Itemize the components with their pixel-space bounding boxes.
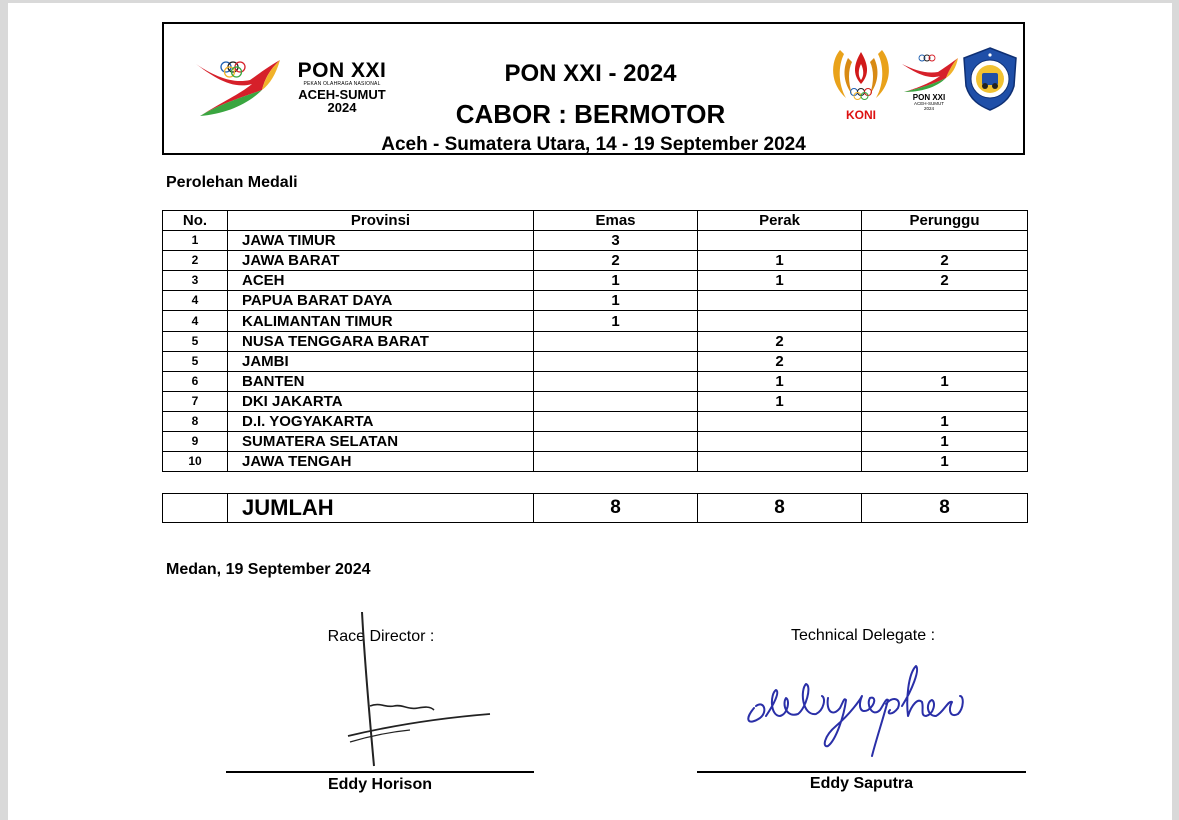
total-perak: 8 xyxy=(698,494,862,523)
cell-no: 1 xyxy=(163,231,228,251)
logo-pon2-year: 2024 xyxy=(923,105,934,111)
cell-emas xyxy=(534,452,698,472)
race-director-role: Race Director : xyxy=(327,628,435,645)
table-row xyxy=(163,231,1028,251)
cell-provinsi: JAWA BARAT xyxy=(228,251,534,271)
race-director-name: Eddy Horison xyxy=(327,776,432,793)
table-row xyxy=(163,291,1028,311)
total-label: JUMLAH xyxy=(228,494,534,523)
cell-emas xyxy=(534,391,698,411)
cell-perunggu: 1 xyxy=(862,432,1028,452)
cell-perunggu xyxy=(862,351,1028,371)
imi-logo xyxy=(960,46,1020,114)
cell-no: 3 xyxy=(163,271,228,291)
cell-no: 4 xyxy=(163,291,228,311)
cell-provinsi: BANTEN xyxy=(228,371,534,391)
cell-perak: 1 xyxy=(698,271,862,291)
race-director-signature-line xyxy=(226,771,534,773)
table-row xyxy=(163,331,1028,351)
cell-emas xyxy=(534,351,698,371)
cell-provinsi: DKI JAKARTA xyxy=(228,391,534,411)
pon-xxi-small-logo xyxy=(898,50,960,120)
cell-no: 9 xyxy=(163,432,228,452)
cell-perunggu xyxy=(862,331,1028,351)
total-empty-cell xyxy=(163,494,228,523)
cell-perunggu: 1 xyxy=(862,452,1028,472)
logo-pon-name: PON XXI xyxy=(297,59,387,82)
cell-emas: 1 xyxy=(534,291,698,311)
cell-provinsi: SUMATERA SELATAN xyxy=(228,432,534,452)
cell-emas: 1 xyxy=(534,311,698,331)
cell-provinsi: NUSA TENGGARA BARAT xyxy=(228,331,534,351)
cell-perunggu: 2 xyxy=(862,271,1028,291)
total-table xyxy=(162,493,1028,523)
cell-emas: 1 xyxy=(534,271,698,291)
cell-perunggu: 1 xyxy=(862,371,1028,391)
logo-pon2-region: ACEH-SUMUT xyxy=(914,101,944,106)
technical-delegate-name: Eddy Saputra xyxy=(809,775,914,792)
cell-perunggu xyxy=(862,391,1028,411)
cell-emas xyxy=(534,371,698,391)
cell-no: 4 xyxy=(163,311,228,331)
title-location-date: Aceh - Sumatera Utara, 14 - 19 September 2024 xyxy=(381,134,806,155)
table-row xyxy=(163,351,1028,371)
logo-pon-region: ACEH-SUMUT xyxy=(298,87,386,102)
document-header xyxy=(162,22,1025,155)
column-header-provinsi: Provinsi xyxy=(228,211,534,231)
cell-no: 7 xyxy=(163,391,228,411)
section-title: Perolehan Medali xyxy=(166,174,298,191)
cell-perunggu xyxy=(862,311,1028,331)
logo-pon2-name: PON XXI xyxy=(912,93,946,102)
imi-shield-icon xyxy=(960,46,1020,112)
cell-perak: 2 xyxy=(698,351,862,371)
koni-label: KONI xyxy=(846,108,876,122)
total-emas: 8 xyxy=(534,494,698,523)
cell-perak xyxy=(698,452,862,472)
place-date: Medan, 19 September 2024 xyxy=(166,561,371,578)
cell-perak xyxy=(698,432,862,452)
cell-perak xyxy=(698,311,862,331)
cell-perunggu xyxy=(862,291,1028,311)
cell-provinsi: ACEH xyxy=(228,271,534,291)
race-director-signature xyxy=(340,610,500,770)
logo-pon-subtitle: PEKAN OLAHRAGA NASIONAL xyxy=(303,81,381,87)
column-header-emas: Emas xyxy=(534,211,698,231)
table-row xyxy=(163,391,1028,411)
technical-delegate-role: Technical Delegate : xyxy=(790,627,936,644)
cell-no: 8 xyxy=(163,411,228,431)
title-event: PON XXI - 2024 xyxy=(504,60,677,87)
table-row xyxy=(163,271,1028,291)
cell-perak xyxy=(698,291,862,311)
cell-emas xyxy=(534,411,698,431)
cell-perak: 1 xyxy=(698,371,862,391)
table-row xyxy=(163,452,1028,472)
cell-perak xyxy=(698,231,862,251)
cell-perak: 1 xyxy=(698,391,862,411)
column-header-no: No. xyxy=(163,211,228,231)
cell-provinsi: KALIMANTAN TIMUR xyxy=(228,311,534,331)
logo-pon-year: 2024 xyxy=(327,100,357,115)
cell-emas xyxy=(534,331,698,351)
cell-perak xyxy=(698,411,862,431)
medal-table xyxy=(162,210,1028,472)
cell-emas: 3 xyxy=(534,231,698,251)
table-row xyxy=(163,311,1028,331)
technical-delegate-signature-line xyxy=(697,771,1026,773)
cell-provinsi: JAWA TIMUR xyxy=(228,231,534,251)
total-perunggu: 8 xyxy=(862,494,1028,523)
pon-small-swoosh-icon xyxy=(898,50,960,94)
cell-provinsi: JAMBI xyxy=(228,351,534,371)
cell-no: 5 xyxy=(163,351,228,371)
total-row xyxy=(163,494,1028,523)
cell-no: 6 xyxy=(163,371,228,391)
cell-perunggu: 2 xyxy=(862,251,1028,271)
cell-no: 5 xyxy=(163,331,228,351)
column-header-perunggu: Perunggu xyxy=(862,211,1028,231)
cell-provinsi: JAWA TENGAH xyxy=(228,452,534,472)
technical-delegate-signature xyxy=(740,660,990,760)
cell-perunggu: 1 xyxy=(862,411,1028,431)
cell-perak: 2 xyxy=(698,331,862,351)
cell-emas: 2 xyxy=(534,251,698,271)
koni-emblem-icon xyxy=(828,44,894,106)
table-row xyxy=(163,371,1028,391)
cell-no: 2 xyxy=(163,251,228,271)
title-sport: CABOR : BERMOTOR xyxy=(455,99,726,129)
column-header-perak: Perak xyxy=(698,211,862,231)
cell-provinsi: D.I. YOGYAKARTA xyxy=(228,411,534,431)
cell-perak: 1 xyxy=(698,251,862,271)
table-row xyxy=(163,251,1028,271)
cell-provinsi: PAPUA BARAT DAYA xyxy=(228,291,534,311)
table-row xyxy=(163,411,1028,431)
table-header-row xyxy=(163,211,1028,231)
table-row xyxy=(163,432,1028,452)
cell-perunggu xyxy=(862,231,1028,251)
cell-no: 10 xyxy=(163,452,228,472)
koni-logo xyxy=(828,44,894,122)
cell-emas xyxy=(534,432,698,452)
